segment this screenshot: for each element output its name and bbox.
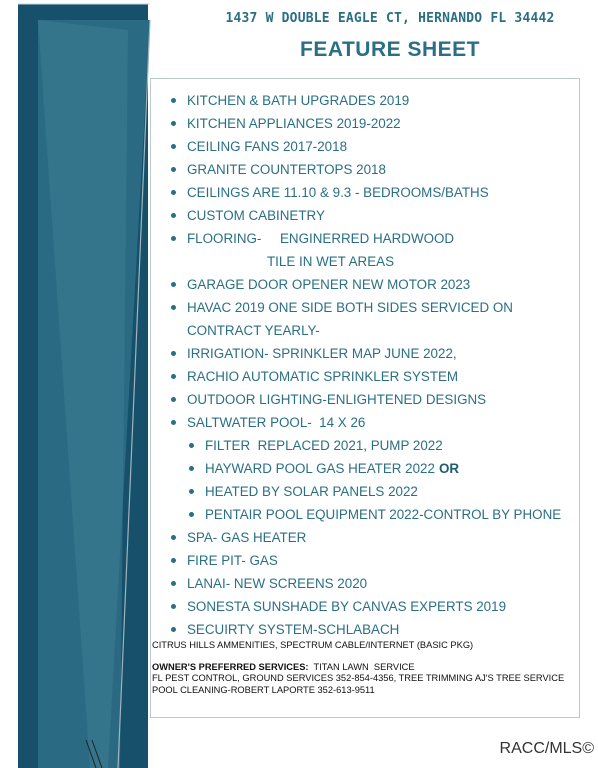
pool-sub-item: FILTER REPLACED 2021, PUMP 2022 [171,434,581,457]
list-item: HAVAC 2019 ONE SIDE BOTH SIDES SERVICED ON CONTRACT YEARLY- [171,296,581,342]
flooring-line2: TILE IN WET AREAS [267,254,394,269]
mls-watermark: RACC/MLS© [499,740,594,757]
list-item: SPA- GAS HEATER [171,526,581,549]
list-item: CUSTOM CABINETRY [171,204,581,227]
bullet-icon [171,282,176,287]
bullet-icon [171,558,176,563]
list-item: IRRIGATION- SPRINKLER MAP JUNE 2022, [171,342,581,365]
bullet-icon [171,305,176,310]
property-address: 1437 W DOUBLE EAGLE CT, HERNANDO FL 34442 [225,11,555,26]
bullet-icon [189,466,194,471]
bullet-icon [171,121,176,126]
amenities-note: CITRUS HILLS AMMENITIES, SPECTRUM CABLE/INTERNET (BASIC PKG) [152,640,474,650]
list-item: GRANITE COUNTERTOPS 2018 [171,158,581,181]
pool-sub-item: HAYWARD POOL GAS HEATER 2022 OR [171,457,581,480]
services-line3: POOL CLEANING-ROBERT LAPORTE 352-613-9511 [152,684,375,695]
notes-section [152,640,592,696]
pool-sub-item: PENTAIR POOL EQUIPMENT 2022-CONTROL BY PHONE [171,503,581,526]
feature-list-box [150,78,580,718]
list-item: SONESTA SUNSHADE BY CANVAS EXPERTS 2019 [171,595,581,618]
bullet-icon [171,236,176,241]
bullet-icon [171,190,176,195]
list-item: FLOORING- ENGINERRED HARDWOOD TILE IN WET AREAS [171,227,581,273]
list-item: OUTDOOR LIGHTING-ENLIGHTENED DESIGNS [171,388,581,411]
list-item: RACHIO AUTOMATIC SPRINKLER SYSTEM [171,365,581,388]
services-label: OWNER'S PREFERRED SERVICES: [152,661,309,672]
pool-sub-item: HEATED BY SOLAR PANELS 2022 [171,480,581,503]
bullet-icon [189,443,194,448]
list-item: GARAGE DOOR OPENER NEW MOTOR 2023 [171,273,581,296]
bullet-icon [171,604,176,609]
bullet-icon [171,420,176,425]
feature-list [171,89,581,641]
bullet-icon [189,512,194,517]
bullet-icon [171,167,176,172]
bullet-icon [171,374,176,379]
bullet-icon [171,144,176,149]
list-item: KITCHEN APPLIANCES 2019-2022 [171,112,581,135]
bullet-icon [189,489,194,494]
bullet-icon [171,213,176,218]
bullet-icon [171,397,176,402]
decorative-side-graphic [0,0,170,768]
bullet-icon [171,627,176,632]
havac-line2: CONTRACT YEARLY- [187,323,320,338]
bullet-icon [171,581,176,586]
list-item: SALTWATER POOL- 14 X 26 [171,411,581,434]
services-line1: OWNER'S PREFERRED SERVICES: TITAN LAWN SERVICE [152,661,415,672]
services-line2: FL PEST CONTROL, GROUND SERVICES 352-854-4356, TREE TRIMMING AJ'S TREE SERVICE [152,673,565,683]
bullet-icon [171,98,176,103]
list-item: FIRE PIT- GAS [171,549,581,572]
bullet-icon [171,535,176,540]
list-item: KITCHEN & BATH UPGRADES 2019 [171,89,581,112]
list-item: SECUIRTY SYSTEM-SCHLABACH [171,618,581,641]
list-item: LANAI- NEW SCREENS 2020 [171,572,581,595]
bullet-icon [171,351,176,356]
page-title: FEATURE SHEET [300,38,480,61]
list-item: CEILING FANS 2017-2018 [171,135,581,158]
list-item: CEILINGS ARE 11.10 & 9.3 - BEDROOMS/BATHS [171,181,581,204]
or-label: OR [438,461,460,476]
